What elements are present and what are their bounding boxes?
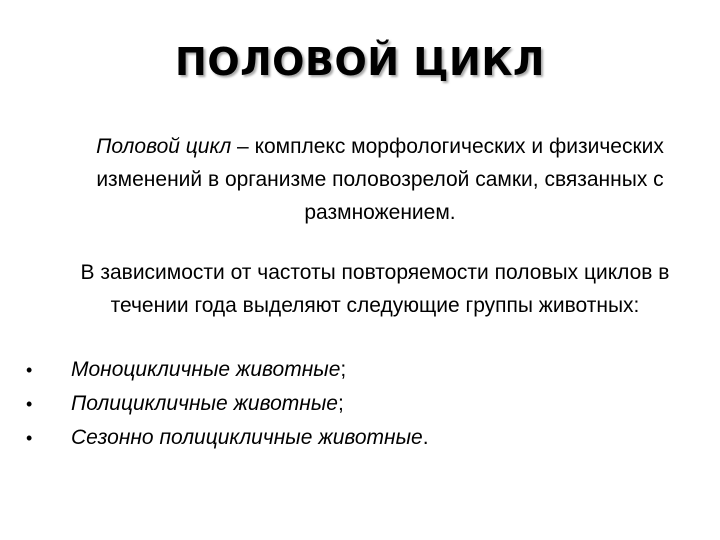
list-item-suffix: . (422, 426, 429, 449)
bullet-icon: • (26, 428, 33, 448)
list-item (26, 353, 686, 387)
list-item-text: Полицикличные животные (71, 392, 338, 415)
bullet-icon: • (26, 394, 33, 414)
animal-groups-list (26, 353, 686, 455)
bullet-icon: • (26, 360, 33, 380)
list-item-suffix: ; (337, 392, 344, 415)
intro-paragraph: В зависимости от частоты повторяемости половых циклов в течении года выделяют следующие группы животных: (80, 261, 670, 317)
list-item-text: Моноцикличные животные (71, 358, 341, 381)
definition-paragraph (80, 130, 680, 229)
definition-text: – комплекс морфологических и физических изменений в организме половозрелой самки, связанных с размножением. (96, 135, 664, 224)
list-item (26, 387, 686, 421)
list-item-text: Сезонно полицикличные животные (71, 426, 423, 449)
definition-term: Половой цикл (96, 135, 232, 158)
list-item (26, 421, 686, 455)
slide-title: ПОЛОВОЙ ЦИКЛ (175, 40, 545, 84)
list-item-suffix: ; (340, 358, 347, 381)
